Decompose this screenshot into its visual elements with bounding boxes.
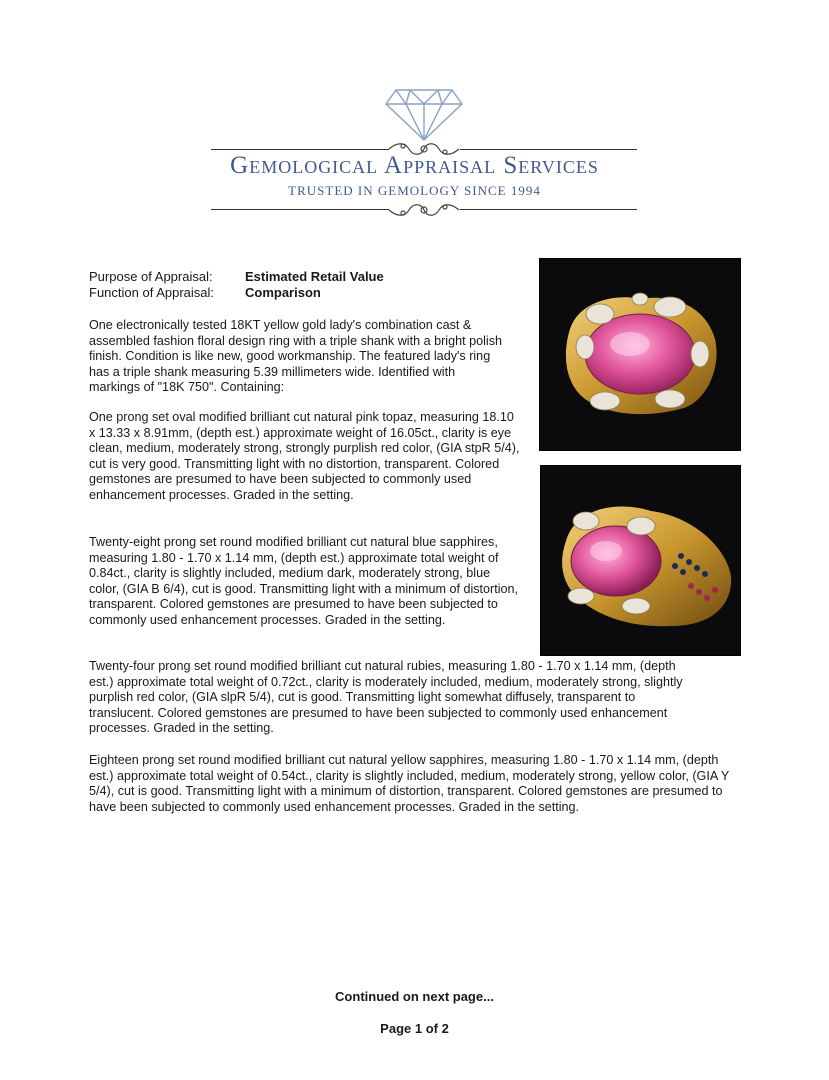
purpose-value: Estimated Retail Value <box>245 269 384 284</box>
page-number: Page 1 of 2 <box>380 1021 449 1036</box>
letterhead <box>0 0 829 240</box>
ring-photo-top <box>539 258 741 451</box>
company-tagline: TRUSTED IN GEMOLOGY SINCE 1994 <box>288 183 541 198</box>
top-rule <box>460 149 637 150</box>
function-label: Function of Appraisal: <box>89 285 215 300</box>
diamond-logo-icon <box>384 86 464 142</box>
rubies-description: Twenty-four prong set round modified brilliant cut natural rubies, measuring 1.80 - 1.70 x 1.14 mm, (depth est.) approximate total weight of 0.72ct., clarity is moderately included, medium, moderately strong, slightly purplish red color, (GIA slpR 5/4), cut is good. Transmitting light somewhat diffusely, transparent to translucent. Colored gemstones are presumed to have been subjected to commonly used enhancement processes. Graded in the setting. <box>89 659 683 736</box>
blue-sapphires-description: Twenty-eight prong set round modified brilliant cut natural blue sapphires, measuring 1.80 - 1.70 x 1.14 mm, (depth est.) approximate total weight of 0.84ct., clarity is slightly included, medium dark, moderately strong, blue color, (GIA B 6/4), cut is good. Transmitting light with a minimum of distortion, transparent. Colored gemstones are presumed to have been subjected to commonly used enhancement processes. Graded in the setting. <box>89 535 519 627</box>
continued-note: Continued on next page... <box>335 989 494 1004</box>
ring-side-view <box>541 466 740 655</box>
company-name: Gemological Appraisal Services <box>230 152 599 179</box>
bottom-rule <box>211 209 389 210</box>
pink-topaz-description: One prong set oval modified brilliant cut natural pink topaz, measuring 18.10 x 13.33 x 8.91mm, (depth est.) approximate weight of 16.05ct., clarity is eye clean, medium, moderately strong, strongly purplish red color, (GIA stpR 5/4), cut is very good. Transmitting light with no distortion, transparent. Colored gemstones are presumed to have been subjected to commonly used enhancement processes. Graded in the setting. <box>89 410 520 502</box>
ring-description: One electronically tested 18KT yellow gold lady's combination cast & assembled fashion floral design ring with a triple shank with a bright polish finish. Condition is like new, good workmanship. The featured lady's ring has a triple shank measuring 5.39 millimeters wide. Identified with markings of "18K 750". Containing: <box>89 318 503 395</box>
purpose-row <box>89 269 384 285</box>
bottom-rule <box>460 209 637 210</box>
scroll-ornament-icon <box>387 201 461 219</box>
purpose-label: Purpose of Appraisal: <box>89 269 213 284</box>
top-rule <box>211 149 389 150</box>
function-value: Comparison <box>245 285 321 300</box>
function-row <box>89 285 384 301</box>
ring-photo-side <box>540 465 741 656</box>
ring-top-view <box>540 259 740 450</box>
yellow-sapphires-description: Eighteen prong set round modified brilliant cut natural yellow sapphires, measuring 1.80 - 1.70 x 1.14 mm, (depth est.) approximate total weight of 0.54ct., clarity is slightly included, medium, moderately strong, yellow color, (GIA Y 5/4), cut is good. Transmitting light with a minimum of distortion, transparent. Colored gemstones are presumed to have been subjected to commonly used enhancement processes. Graded in the setting. <box>89 753 730 814</box>
appraisal-meta <box>89 269 384 301</box>
